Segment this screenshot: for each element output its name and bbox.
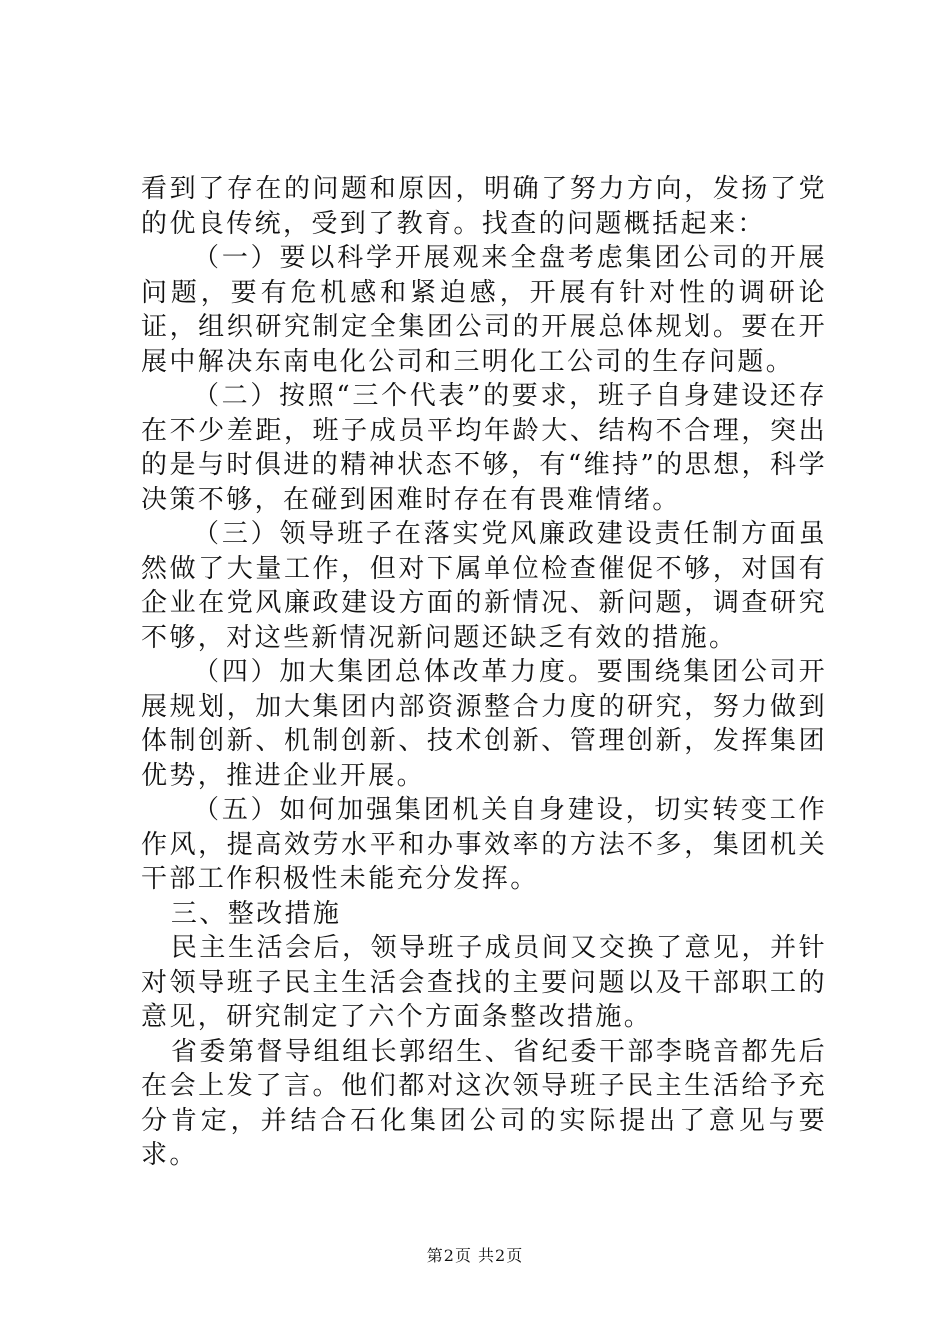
section-heading-rectification: 三、整改措施 xyxy=(170,898,342,929)
paragraph-intro-continuation: 看到了存在的问题和原因，明确了努力方向，发扬了党的优良传统，受到了教育。找查的问题概括起来： xyxy=(141,174,827,239)
paragraph-rectification-measures: 民主生活会后，领导班子成员间又交换了意见，并针对领导班子民主生活会查找的主要问题以及干部职工的意见，研究制定了六个方面条整改措施。 xyxy=(141,933,827,1032)
paragraph-item-1: （一）要以科学开展观来全盘考虑集团公司的开展问题，要有危机感和紧迫感，开展有针对性的调研论证，组织研究制定全集团公司的开展总体规划。要在开展中解决东南电化公司和三明化工公司的生存问题。 xyxy=(141,243,827,377)
paragraph-item-2: （二）按照“三个代表”的要求，班子自身建设还存在不少差距，班子成员平均年龄大、结构不合理，突出的是与时俱进的精神状态不够，有“维持”的思想，科学决策不够，在碰到困难时存在有畏难情绪。 xyxy=(141,381,827,515)
paragraph-provincial-remarks: 省委第督导组组长郭绍生、省纪委干部李晓音都先后在会上发了言。他们都对这次领导班子民主生活给予充分肯定，并结合石化集团公司的实际提出了意见与要求。 xyxy=(141,1036,827,1170)
paragraph-item-3: （三）领导班子在落实党风廉政建设责任制方面虽然做了大量工作，但对下属单位检查催促不够，对国有企业在党风廉政建设方面的新情况、新问题，调查研究不够，对这些新情况新问题还缺乏有效的措施。 xyxy=(141,519,827,653)
document-body xyxy=(141,172,827,1173)
paragraph-item-5: （五）如何加强集团机关自身建设，切实转变工作作风，提高效劳水平和办事效率的方法不多，集团机关干部工作积极性未能充分发挥。 xyxy=(141,795,827,894)
page-number-footer: 第2页 共2页 xyxy=(426,1246,524,1265)
paragraph-item-4: （四）加大集团总体改革力度。要围绕集团公司开展规划，加大集团内部资源整合力度的研究，努力做到体制创新、机制创新、技术创新、管理创新，发挥集团优势，推进企业开展。 xyxy=(141,657,827,791)
